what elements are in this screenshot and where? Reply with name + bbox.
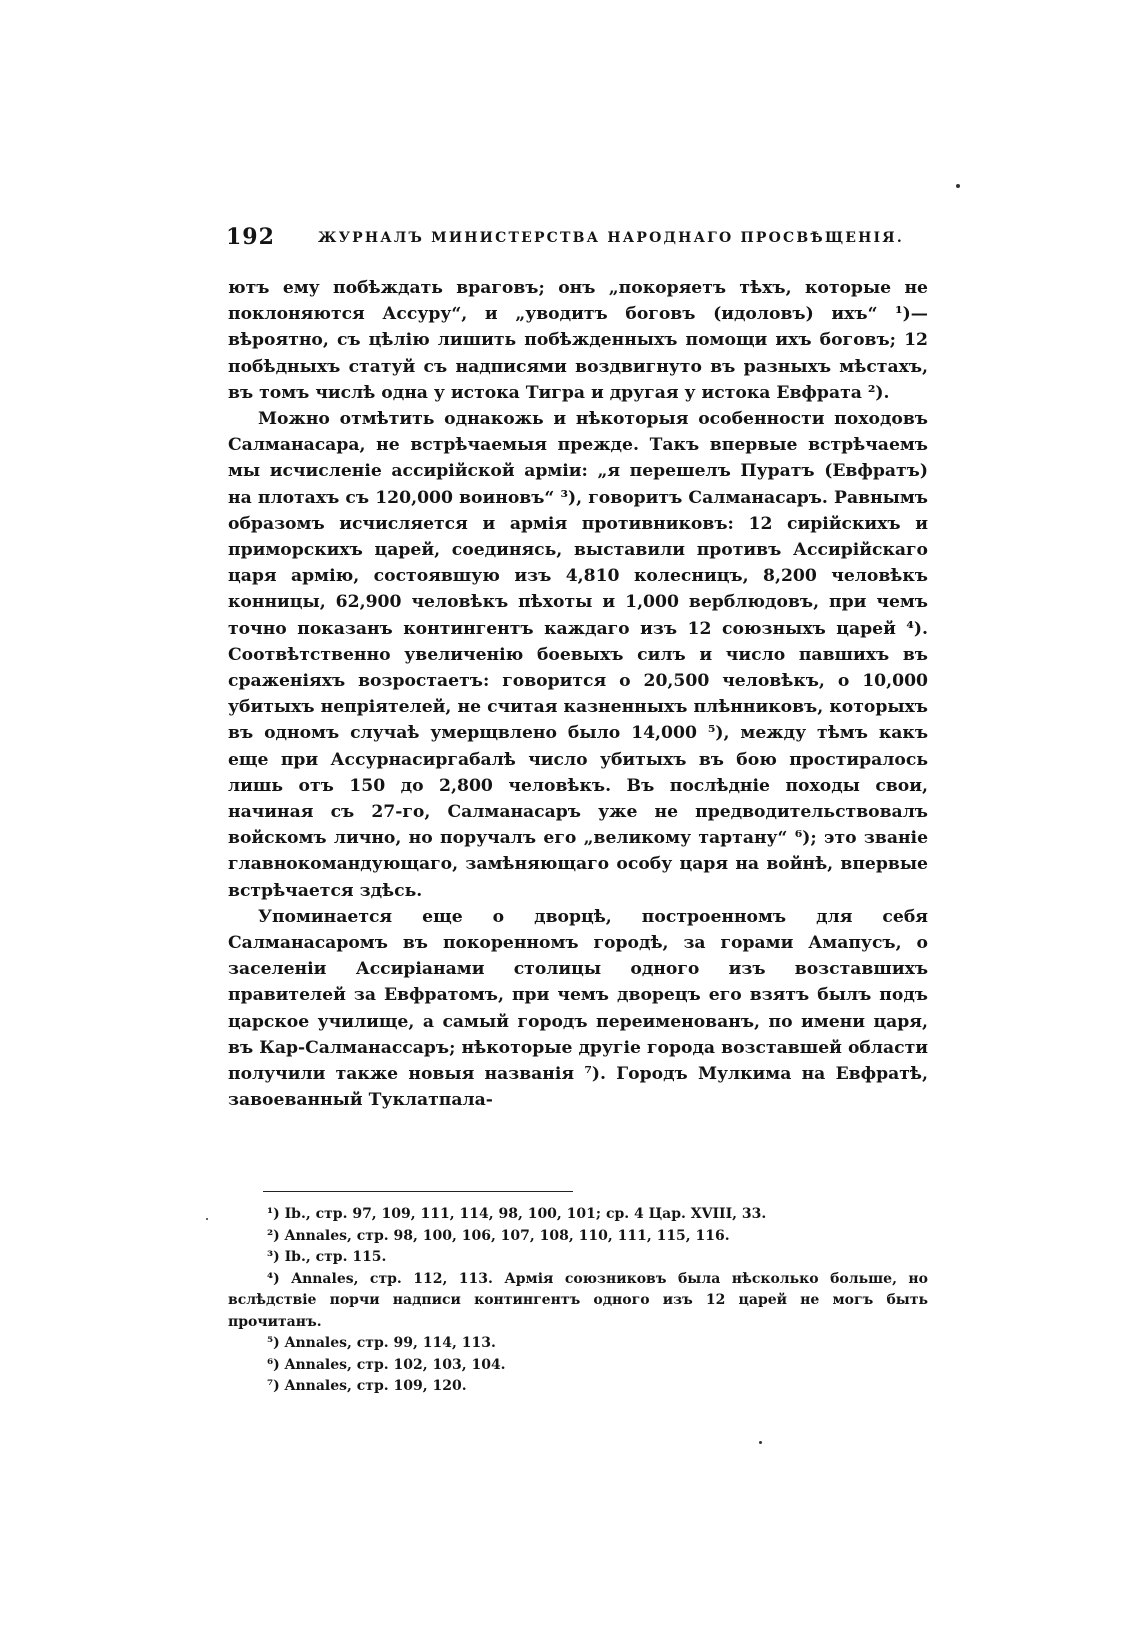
speck-mark: [956, 184, 960, 188]
paragraph: ютъ ему побѣждать враговъ; онъ „покоряетъ тѣхъ, которые не поклоняются Ассуру“, и „уводитъ боговъ (идоловъ) ихъ“ ¹)—вѣроятно, съ цѣлію лишить побѣжденныхъ помощи ихъ боговъ; 12 побѣдныхъ статуй съ надписями воздвигнуто въ разныхъ мѣстахъ, въ томъ числѣ одна у истока Тигра и другая у истока Евфрата ²).: [228, 278, 928, 403]
footnote: ⁵) Annales, стр. 99, 114, 113.: [267, 1335, 496, 1351]
main-text: [228, 275, 928, 1114]
footnote: ²) Annales, стр. 98, 100, 106, 107, 108, 110, 111, 115, 116.: [267, 1227, 730, 1244]
footnote-separator: [263, 1191, 573, 1192]
footnote: ³) Ib., стр. 115.: [267, 1249, 387, 1265]
page-header: [226, 224, 926, 254]
footnote: ⁶) Annales, стр. 102, 103, 104.: [267, 1356, 506, 1373]
paragraph: Можно отмѣтить однакожь и нѣкоторыя особенности походовъ Салманасара, не встрѣчаемыя прежде. Такъ впервые встрѣчаемъ мы исчисленіе ассирійской арміи: „я перешелъ Пуратъ (Евфратъ) на плотахъ съ 120,000 воиновъ“ ³), говоритъ Салманасаръ. Равнымъ образомъ исчисляется и армія противниковъ: 12 сирійскихъ и приморскихъ царей, соединясь, выставили противъ Ассирійскаго царя армію, состоявшую изъ 4,810 колесницъ, 8,200 человѣкъ конницы, 62,900 человѣкъ пѣхоты и 1,000 верблюдовъ, при чемъ точно показанъ контингентъ каждаго изъ 12 союзныхъ царей ⁴). Соотвѣтственно увеличенію боевыхъ силъ и число павшихъ въ сраженіяхъ возростаетъ: говорится о 20,500 человѣкъ, о 10,000 убитыхъ непріятелей, не считая казненныхъ плѣнниковъ, которыхъ въ одномъ случаѣ умерщвлено было 14,000 ⁵), между тѣмъ какъ еще при Ассурнасиргабалѣ число убитыхъ въ бою простиралось лишь отъ 150 до 2,800 человѣкъ. Въ послѣдніе походы свои, начиная съ 27-го, Салманасаръ уже не предводительствовалъ войскомъ лично, но поручалъ его „великому тартану“ ⁶); это званіе главнокомандующаго, замѣняющаго особу царя на войнѣ, впервые встрѣчается здѣсь.: [228, 409, 928, 901]
footnote: ¹) Ib., стр. 97, 109, 111, 114, 98, 100, 101; ср. 4 Цар. XVIII, 33.: [267, 1206, 767, 1222]
footnotes: [228, 1204, 928, 1398]
paragraph: Упоминается еще о дворцѣ, построенномъ для себя Салманасаромъ въ покоренномъ городѣ, за горами Амапусъ, о заселеніи Ассиріанами столицы одного изъ возставшихъ правителей за Евфратомъ, при чемъ дворецъ его взятъ былъ подъ царское училище, а самый городъ переименованъ, по имени царя, въ Кар-Салманассаръ; нѣкоторые другіе города возставшей области получили также новыя названія ⁷). Городъ Мулкима на Евфратѣ, завоеванный Туклатпала-: [228, 906, 928, 1111]
footnote: ⁷) Annales, стр. 109, 120.: [267, 1378, 467, 1394]
speck-mark: [759, 1441, 762, 1444]
page-number: 192: [226, 224, 275, 250]
running-title: ЖУРНАЛЪ МИНИСТЕРСТВА НАРОДНАГО ПРОСВѢЩЕНІЯ.: [318, 230, 904, 246]
footnote: ⁴) Annales, стр. 112, 113. Армія союзниковъ была нѣсколько больше, но вслѣдствіе порчи надписи контингентъ одного изъ 12 царей не могъ быть прочитанъ.: [228, 1270, 928, 1330]
speck-mark: [206, 1218, 208, 1220]
